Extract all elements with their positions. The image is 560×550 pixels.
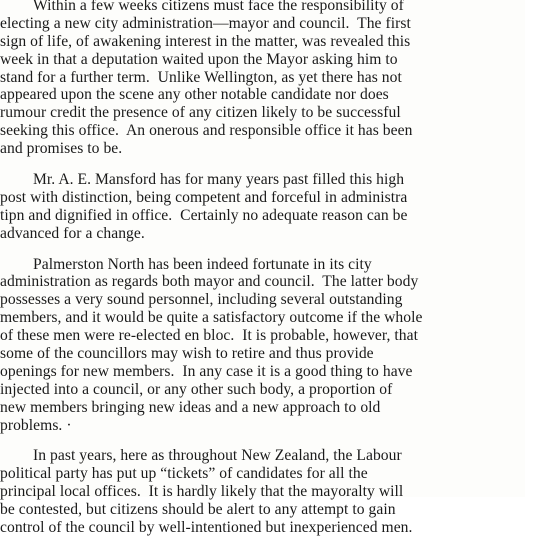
text-line: Within a few weeks citizens must face the responsibility of xyxy=(33,0,404,14)
text-line: appeared upon the scene any other notable candidate nor does xyxy=(0,86,389,104)
text-line: be contested, but citizens should be alert to any attempt to gain xyxy=(0,501,396,519)
text-line: openings for new members. In any case it is a good thing to have xyxy=(0,362,413,380)
paragraph-4 xyxy=(0,447,560,536)
text-line: stand for a further term. Unlike Wellington, as yet there has not xyxy=(0,68,402,86)
text-line: tipn and dignified in office. Certainly no adequate reason can be xyxy=(0,206,408,224)
text-line: seeking this office. An onerous and responsible office it has been xyxy=(0,122,413,140)
text-line: week in that a deputation waited upon the Mayor asking him to xyxy=(0,50,398,68)
text-line: electing a new city administration—mayor and council. The first xyxy=(0,14,411,32)
text-line: administration as regards both mayor and council. The latter body xyxy=(0,273,419,291)
text-line: political party has put up “tickets” of candidates for all the xyxy=(0,465,368,483)
text-line: control of the council by well-intentioned but inexperienced men. xyxy=(0,519,413,537)
text-line: Mr. A. E. Mansford has for many years past filled this high xyxy=(33,171,405,189)
paragraph-1 xyxy=(0,0,560,158)
text-line: members, and it would be quite a satisfactory outcome if the whole xyxy=(0,309,423,327)
text-line: of these men were re-elected en bloc. It is probable, however, that xyxy=(0,327,418,345)
text-line: problems. · xyxy=(0,416,72,434)
text-line: In past years, here as throughout New Zealand, the Labour xyxy=(33,447,402,465)
text-line: post with distinction, being competent and forceful in administra xyxy=(0,188,408,206)
text-line: Palmerston North has been indeed fortunate in its city xyxy=(33,255,372,273)
text-line: sign of life, of awakening interest in the matter, was revealed this xyxy=(0,32,411,50)
text-line: some of the councillors may wish to retire and thus provide xyxy=(0,345,374,363)
text-line: advanced for a change. xyxy=(0,224,145,242)
text-line: principal local offices. It is hardly likely that the mayoralty will xyxy=(0,483,404,501)
paragraph-2 xyxy=(0,171,560,243)
paragraph-3 xyxy=(0,256,560,435)
text-line: rumour credit the presence of any citizen likely to be successful xyxy=(0,104,401,122)
text-line: and promises to be. xyxy=(0,140,123,158)
text-line: injected into a council, or any other such body, a proportion of xyxy=(0,380,393,398)
text-line: possesses a very sound personnel, including several outstanding xyxy=(0,291,403,309)
text-line: new members bringing new ideas and a new approach to old xyxy=(0,398,381,416)
